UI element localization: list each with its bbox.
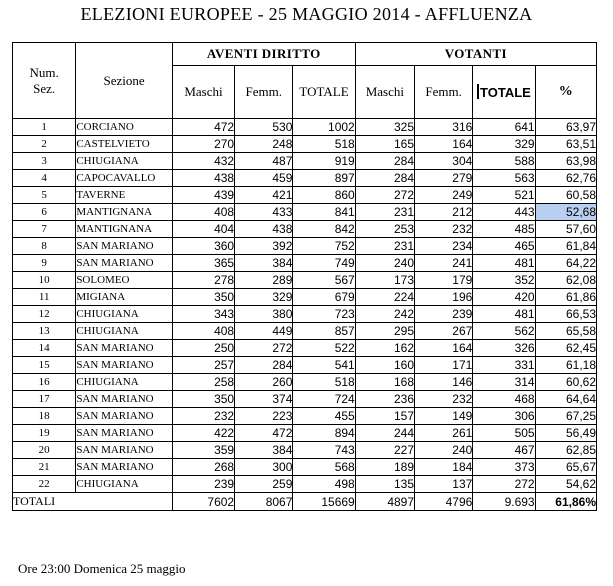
votanti-femm-header: Femm. <box>415 66 473 119</box>
sezione-number-cell: 1 <box>13 119 76 136</box>
aventi-maschi-cell: 268 <box>172 459 234 476</box>
votanti-totale-cell: 521 <box>473 187 535 204</box>
sezione-number-cell: 22 <box>13 476 76 493</box>
votanti-maschi-cell: 168 <box>355 374 414 391</box>
votanti-maschi-cell: 244 <box>355 425 414 442</box>
aventi-femm-header: Femm. <box>235 66 293 119</box>
votanti-header: VOTANTI <box>355 43 596 66</box>
table-row <box>13 255 597 272</box>
aventi-maschi-cell: 257 <box>172 357 234 374</box>
percent-cell: 62,85 <box>535 442 596 459</box>
votanti-totale-cell: 588 <box>473 153 535 170</box>
totals-aventi-femm: 8067 <box>235 493 293 511</box>
percent-cell: 66,53 <box>535 306 596 323</box>
votanti-maschi-cell: 165 <box>355 136 414 153</box>
votanti-maschi-cell: 236 <box>355 391 414 408</box>
table-row <box>13 459 597 476</box>
aventi-totale-cell: 749 <box>293 255 355 272</box>
aventi-totale-cell: 498 <box>293 476 355 493</box>
aventi-femm-cell: 260 <box>235 374 293 391</box>
sezione-name-cell: SAN MARIANO <box>76 340 172 357</box>
votanti-totale-cell: 420 <box>473 289 535 306</box>
votanti-femm-cell: 146 <box>415 374 473 391</box>
votanti-femm-cell: 137 <box>415 476 473 493</box>
sezione-name-cell: SAN MARIANO <box>76 255 172 272</box>
votanti-femm-cell: 184 <box>415 459 473 476</box>
aventi-femm-cell: 380 <box>235 306 293 323</box>
sezione-name-cell: TAVERNE <box>76 187 172 204</box>
aventi-femm-cell: 392 <box>235 238 293 255</box>
sezione-number-cell: 14 <box>13 340 76 357</box>
percent-cell: 65,58 <box>535 323 596 340</box>
votanti-totale-cell: 443 <box>473 204 535 221</box>
aventi-femm-cell: 438 <box>235 221 293 238</box>
footer-note: Ore 23:00 Domenica 25 maggio <box>18 561 186 576</box>
aventi-maschi-cell: 359 <box>172 442 234 459</box>
votanti-totale-cell: 331 <box>473 357 535 374</box>
aventi-maschi-cell: 404 <box>172 221 234 238</box>
sezione-name-cell: CHIUGIANA <box>76 153 172 170</box>
votanti-maschi-header: Maschi <box>355 66 414 119</box>
sezione-name-cell: SAN MARIANO <box>76 408 172 425</box>
aventi-totale-cell: 522 <box>293 340 355 357</box>
votanti-femm-cell: 239 <box>415 306 473 323</box>
votanti-maschi-cell: 160 <box>355 357 414 374</box>
aventi-totale-cell: 841 <box>293 204 355 221</box>
totals-votanti-totale: 9.693 <box>473 493 535 511</box>
aventi-femm-cell: 223 <box>235 408 293 425</box>
votanti-totale-cell: 563 <box>473 170 535 187</box>
votanti-femm-cell: 164 <box>415 136 473 153</box>
aventi-maschi-header: Maschi <box>172 66 234 119</box>
totals-votanti-femm: 4796 <box>415 493 473 511</box>
totals-votanti-maschi: 4897 <box>355 493 414 511</box>
aventi-totale-cell: 455 <box>293 408 355 425</box>
sezione-number-cell: 7 <box>13 221 76 238</box>
totals-row <box>13 493 597 511</box>
sezione-number-cell: 16 <box>13 374 76 391</box>
percent-cell: 52,68 <box>535 204 596 221</box>
sezione-name-cell: SAN MARIANO <box>76 442 172 459</box>
votanti-totale-header <box>473 66 535 119</box>
aventi-totale-cell: 752 <box>293 238 355 255</box>
aventi-totale-cell: 1002 <box>293 119 355 136</box>
aventi-totale-cell: 857 <box>293 323 355 340</box>
votanti-femm-cell: 316 <box>415 119 473 136</box>
votanti-femm-cell: 232 <box>415 391 473 408</box>
sezione-name-cell: CASTELVIETO <box>76 136 172 153</box>
aventi-femm-cell: 272 <box>235 340 293 357</box>
aventi-totale-cell: 568 <box>293 459 355 476</box>
sezione-name-cell: CHIUGIANA <box>76 306 172 323</box>
aventi-maschi-cell: 258 <box>172 374 234 391</box>
votanti-totale-cell: 465 <box>473 238 535 255</box>
votanti-maschi-cell: 173 <box>355 272 414 289</box>
aventi-femm-cell: 374 <box>235 391 293 408</box>
table-row <box>13 391 597 408</box>
percent-cell: 62,08 <box>535 272 596 289</box>
percent-cell: 61,84 <box>535 238 596 255</box>
votanti-maschi-cell: 162 <box>355 340 414 357</box>
sezione-number-cell: 18 <box>13 408 76 425</box>
aventi-femm-cell: 421 <box>235 187 293 204</box>
sezione-number-cell: 13 <box>13 323 76 340</box>
aventi-maschi-cell: 439 <box>172 187 234 204</box>
sezione-number-cell: 10 <box>13 272 76 289</box>
aventi-maschi-cell: 438 <box>172 170 234 187</box>
aventi-femm-cell: 530 <box>235 119 293 136</box>
votanti-totale-cell: 467 <box>473 442 535 459</box>
table-row <box>13 289 597 306</box>
votanti-totale-cell: 481 <box>473 306 535 323</box>
aventi-totale-cell: 567 <box>293 272 355 289</box>
aventi-totale-cell: 860 <box>293 187 355 204</box>
votanti-femm-cell: 304 <box>415 153 473 170</box>
votanti-femm-cell: 240 <box>415 442 473 459</box>
percent-cell: 60,58 <box>535 187 596 204</box>
sezione-name-cell: SAN MARIANO <box>76 357 172 374</box>
aventi-totale-cell: 724 <box>293 391 355 408</box>
table-row <box>13 187 597 204</box>
votanti-femm-cell: 234 <box>415 238 473 255</box>
votanti-totale-cell: 373 <box>473 459 535 476</box>
votanti-totale-cell: 314 <box>473 374 535 391</box>
sezione-name-cell: CHIUGIANA <box>76 374 172 391</box>
table-row <box>13 204 597 221</box>
aventi-totale-cell: 518 <box>293 374 355 391</box>
votanti-femm-cell: 261 <box>415 425 473 442</box>
sezione-number-cell: 3 <box>13 153 76 170</box>
votanti-femm-cell: 164 <box>415 340 473 357</box>
votanti-totale-cell: 481 <box>473 255 535 272</box>
sezione-number-cell: 9 <box>13 255 76 272</box>
page-title: ELEZIONI EUROPEE - 25 MAGGIO 2014 - AFFLUENZA <box>80 4 533 24</box>
votanti-maschi-cell: 227 <box>355 442 414 459</box>
aventi-femm-cell: 449 <box>235 323 293 340</box>
votanti-maschi-cell: 284 <box>355 153 414 170</box>
aventi-totale-cell: 743 <box>293 442 355 459</box>
percent-cell: 63,97 <box>535 119 596 136</box>
aventi-maschi-cell: 432 <box>172 153 234 170</box>
aventi-maschi-cell: 472 <box>172 119 234 136</box>
percent-cell: 56,49 <box>535 425 596 442</box>
aventi-maschi-cell: 232 <box>172 408 234 425</box>
table-row <box>13 272 597 289</box>
aventi-maschi-cell: 343 <box>172 306 234 323</box>
percent-cell: 65,67 <box>535 459 596 476</box>
votanti-maschi-cell: 231 <box>355 238 414 255</box>
votanti-maschi-cell: 325 <box>355 119 414 136</box>
votanti-femm-cell: 212 <box>415 204 473 221</box>
table-row <box>13 119 597 136</box>
aventi-femm-cell: 329 <box>235 289 293 306</box>
votanti-totale-cell: 505 <box>473 425 535 442</box>
sezione-number-cell: 17 <box>13 391 76 408</box>
aventi-femm-cell: 472 <box>235 425 293 442</box>
votanti-femm-cell: 171 <box>415 357 473 374</box>
votanti-femm-cell: 232 <box>415 221 473 238</box>
sezione-number-cell: 6 <box>13 204 76 221</box>
totals-aventi-totale: 15669 <box>293 493 355 511</box>
percent-cell: 62,45 <box>535 340 596 357</box>
sezione-name-cell: MANTIGNANA <box>76 221 172 238</box>
votanti-femm-cell: 241 <box>415 255 473 272</box>
sezione-name-cell: SAN MARIANO <box>76 459 172 476</box>
votanti-totale-cell: 329 <box>473 136 535 153</box>
aventi-totale-cell: 679 <box>293 289 355 306</box>
aventi-femm-cell: 384 <box>235 442 293 459</box>
table-row <box>13 357 597 374</box>
votanti-totale-cell: 468 <box>473 391 535 408</box>
aventi-femm-cell: 289 <box>235 272 293 289</box>
aventi-femm-cell: 300 <box>235 459 293 476</box>
votanti-femm-cell: 196 <box>415 289 473 306</box>
votanti-maschi-cell: 189 <box>355 459 414 476</box>
aventi-maschi-cell: 278 <box>172 272 234 289</box>
aventi-totale-cell: 541 <box>293 357 355 374</box>
aventi-maschi-cell: 408 <box>172 204 234 221</box>
percent-cell: 64,22 <box>535 255 596 272</box>
aventi-totale-cell: 894 <box>293 425 355 442</box>
sezione-number-cell: 19 <box>13 425 76 442</box>
sezione-number-cell: 20 <box>13 442 76 459</box>
votanti-femm-cell: 149 <box>415 408 473 425</box>
aventi-maschi-cell: 270 <box>172 136 234 153</box>
num-sez-header: Num. Sez. <box>13 43 76 119</box>
aventi-maschi-cell: 360 <box>172 238 234 255</box>
table-row <box>13 425 597 442</box>
votanti-maschi-cell: 157 <box>355 408 414 425</box>
votanti-maschi-cell: 135 <box>355 476 414 493</box>
aventi-totale-cell: 518 <box>293 136 355 153</box>
aventi-maschi-cell: 365 <box>172 255 234 272</box>
votanti-totale-cell: 641 <box>473 119 535 136</box>
votanti-maschi-cell: 284 <box>355 170 414 187</box>
table-row <box>13 323 597 340</box>
votanti-femm-cell: 249 <box>415 187 473 204</box>
table-row <box>13 221 597 238</box>
percent-cell: 62,76 <box>535 170 596 187</box>
table-row <box>13 306 597 323</box>
sezione-number-cell: 8 <box>13 238 76 255</box>
sezione-name-cell: SOLOMEO <box>76 272 172 289</box>
aventi-femm-cell: 459 <box>235 170 293 187</box>
aventi-maschi-cell: 422 <box>172 425 234 442</box>
aventi-totale-cell: 723 <box>293 306 355 323</box>
table-row <box>13 136 597 153</box>
percent-cell: 61,18 <box>535 357 596 374</box>
table-row <box>13 153 597 170</box>
aventi-maschi-cell: 408 <box>172 323 234 340</box>
votanti-femm-cell: 279 <box>415 170 473 187</box>
affluenza-table <box>12 42 597 511</box>
aventi-totale-cell: 897 <box>293 170 355 187</box>
percent-cell: 63,98 <box>535 153 596 170</box>
sezione-name-cell: CORCIANO <box>76 119 172 136</box>
aventi-totale-cell: 842 <box>293 221 355 238</box>
table-row <box>13 340 597 357</box>
votanti-totale-cell: 326 <box>473 340 535 357</box>
table-row <box>13 476 597 493</box>
votanti-totale-cell: 485 <box>473 221 535 238</box>
sezione-name-cell: SAN MARIANO <box>76 425 172 442</box>
sezione-name-cell: CHIUGIANA <box>76 323 172 340</box>
aventi-maschi-cell: 239 <box>172 476 234 493</box>
votanti-maschi-cell: 240 <box>355 255 414 272</box>
aventi-maschi-cell: 350 <box>172 289 234 306</box>
aventi-femm-cell: 284 <box>235 357 293 374</box>
aventi-femm-cell: 248 <box>235 136 293 153</box>
sezione-name-cell: CHIUGIANA <box>76 476 172 493</box>
percent-cell: 57,60 <box>535 221 596 238</box>
votanti-maschi-cell: 272 <box>355 187 414 204</box>
aventi-totale-header: TOTALE <box>293 66 355 119</box>
table-row <box>13 442 597 459</box>
aventi-maschi-cell: 350 <box>172 391 234 408</box>
table-row <box>13 408 597 425</box>
votanti-maschi-cell: 224 <box>355 289 414 306</box>
votanti-totale-cell: 272 <box>473 476 535 493</box>
percent-cell: 64,64 <box>535 391 596 408</box>
votanti-maschi-cell: 231 <box>355 204 414 221</box>
aventi-femm-cell: 433 <box>235 204 293 221</box>
aventi-femm-cell: 487 <box>235 153 293 170</box>
sezione-number-cell: 2 <box>13 136 76 153</box>
votanti-maschi-cell: 242 <box>355 306 414 323</box>
table-row <box>13 374 597 391</box>
sezione-name-cell: CAPOCAVALLO <box>76 170 172 187</box>
table-row <box>13 238 597 255</box>
aventi-maschi-cell: 250 <box>172 340 234 357</box>
text-cursor <box>477 84 479 99</box>
percent-cell: 67,25 <box>535 408 596 425</box>
sezione-header: Sezione <box>76 43 172 119</box>
aventi-diritto-header: AVENTI DIRITTO <box>172 43 355 66</box>
votanti-maschi-cell: 295 <box>355 323 414 340</box>
sezione-number-cell: 4 <box>13 170 76 187</box>
aventi-totale-cell: 919 <box>293 153 355 170</box>
votanti-femm-cell: 267 <box>415 323 473 340</box>
votanti-femm-cell: 179 <box>415 272 473 289</box>
totals-aventi-maschi: 7602 <box>172 493 234 511</box>
table-row <box>13 170 597 187</box>
sezione-name-cell: SAN MARIANO <box>76 391 172 408</box>
aventi-femm-cell: 384 <box>235 255 293 272</box>
percent-cell: 60,62 <box>535 374 596 391</box>
totals-percent: 61,86% <box>535 493 596 511</box>
sezione-name-cell: SAN MARIANO <box>76 238 172 255</box>
sezione-name-cell: MIGIANA <box>76 289 172 306</box>
sezione-number-cell: 11 <box>13 289 76 306</box>
percent-header: % <box>535 66 596 119</box>
votanti-maschi-cell: 253 <box>355 221 414 238</box>
sezione-number-cell: 15 <box>13 357 76 374</box>
aventi-femm-cell: 259 <box>235 476 293 493</box>
sezione-name-cell: MANTIGNANA <box>76 204 172 221</box>
votanti-totale-cell: 306 <box>473 408 535 425</box>
totals-label: TOTALI <box>13 493 173 511</box>
sezione-number-cell: 12 <box>13 306 76 323</box>
sezione-number-cell: 21 <box>13 459 76 476</box>
votanti-totale-label: TOTALE <box>480 85 531 100</box>
percent-cell: 61,86 <box>535 289 596 306</box>
percent-cell: 54,62 <box>535 476 596 493</box>
percent-cell: 63,51 <box>535 136 596 153</box>
votanti-totale-cell: 352 <box>473 272 535 289</box>
sezione-number-cell: 5 <box>13 187 76 204</box>
votanti-totale-cell: 562 <box>473 323 535 340</box>
